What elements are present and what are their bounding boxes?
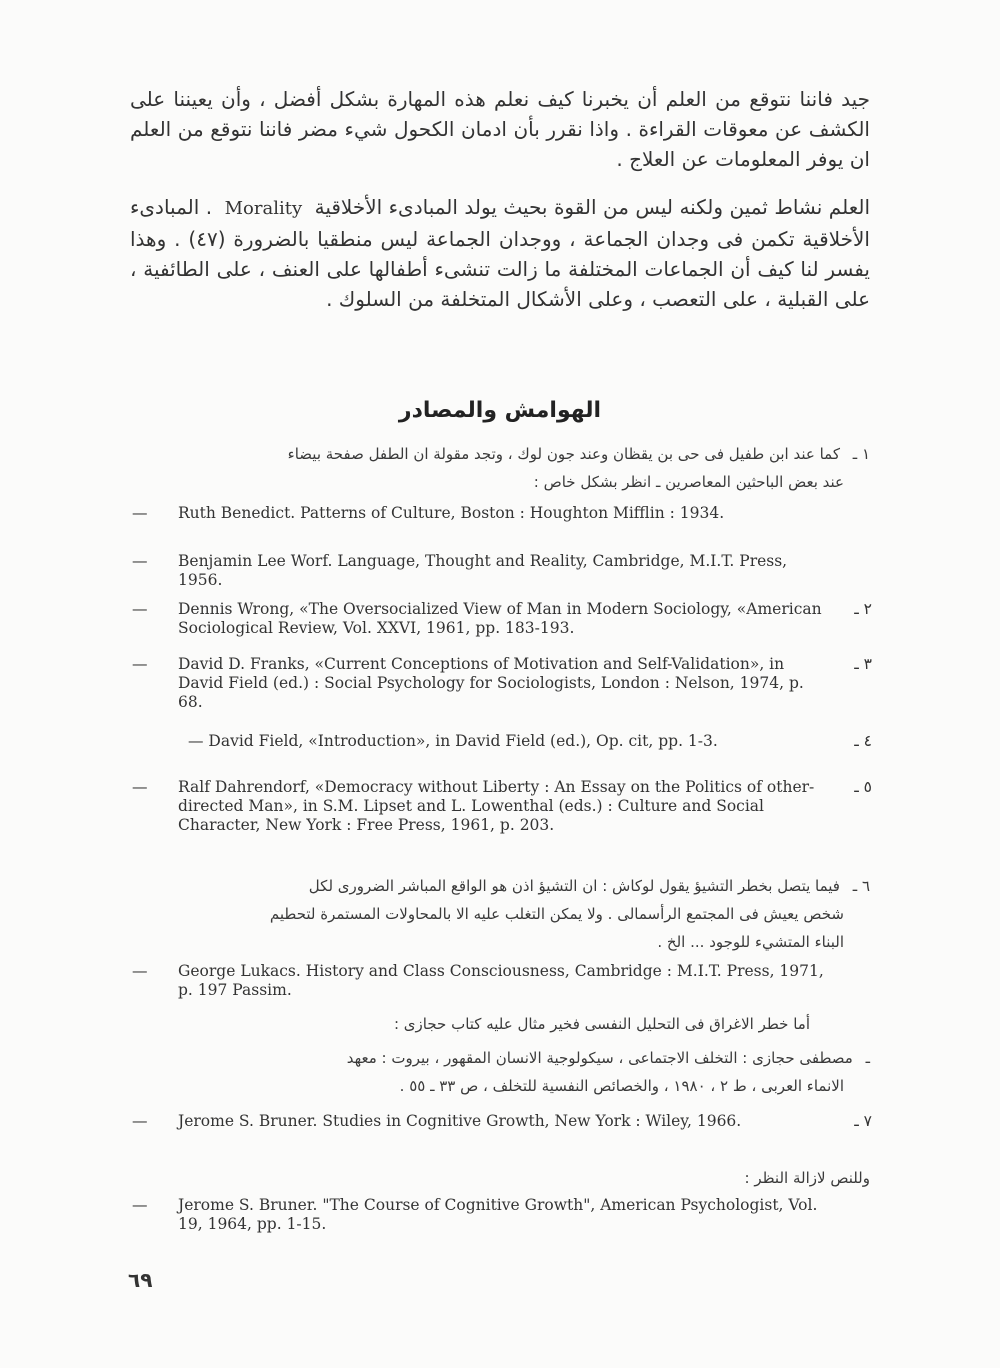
note-6c-line-1: مصطفى حجازى : التخلف الاجتماعى ، سيكولوجية الانسان المقهور ، بيروت : معهد	[346, 1049, 853, 1067]
reference-dash: —	[132, 962, 148, 980]
reference-text: Jerome S. Bruner. Studies in Cognitive Growth, New York : Wiley, 1966.	[178, 1112, 742, 1130]
reference-dash: —	[132, 504, 148, 522]
note-6	[130, 872, 870, 956]
reference-dash: —	[132, 600, 148, 618]
reference-dash: —	[132, 655, 148, 673]
note-6-line-3: البناء المتشيء للوجود ... الخ .	[657, 933, 844, 951]
note-6-reference	[130, 1044, 870, 1100]
reference-text: Ruth Benedict. Patterns of Culture, Boston : Houghton Mifflin : 1934.	[178, 504, 725, 522]
page-number: ٦٩	[128, 1268, 153, 1292]
reference-dash: —	[132, 778, 148, 796]
paragraph-2-part-2: . المبادىء الأخلاقية تكمن فى وجدان الجماعة ، ووجدان الجماعة ليس منطقيا بالضرورة (٤٧) . وهذا يفسر لنا كيف أن الجماعات المختلفة ما زالت تنشىء أطفالها على العنف ، على الطائفية ، على القبلية ، على التعصب ، وعلى الأشكال المتخلفة من السلوك .	[130, 195, 870, 311]
note-6c-dash: ـ	[865, 1049, 870, 1067]
reference-text: Dennis Wrong, «The Oversocialized View of Man in Modern Sociology, «American Sociological Review, Vol. XXVI, 1961, pp. 183-193.	[178, 600, 822, 637]
paragraph-2-part-1: العلم نشاط ثمين ولكنه ليس من القوة بحيث يولد المبادىء الأخلاقية	[314, 195, 871, 219]
reference-text: Ralf Dahrendorf, «Democracy without Liberty : An Essay on the Politics of other-directed Man», in S.M. Lipset and L. Lowenthal (eds.) : Culture and Social Character, New York : Free Press, 1961, p. 203.	[178, 778, 815, 834]
reference-text: David D. Franks, «Current Conceptions of Motivation and Self-Validation», in David Field (ed.) : Social Psychology for Sociologists, London : Nelson, 1974, p. 68.	[178, 655, 804, 711]
note-7-continuation: وللنص لازالة النظر :	[744, 1169, 870, 1187]
note-1	[130, 440, 870, 496]
reference-dash: —	[132, 1112, 148, 1130]
reference-entry	[132, 1196, 872, 1234]
note-6-line-1: فيما يتصل بخطر التشيؤ يقول لوكاش : ان التشيؤ اذن هو الواقع المباشر الضرورى لكل	[308, 877, 840, 895]
morality-term: Morality	[224, 198, 303, 219]
reference-entry	[132, 1112, 872, 1131]
reference-number: ٧ ـ	[854, 1112, 872, 1130]
body-paragraph-1: جيد فاننا نتوقع من العلم أن يخبرنا كيف نعلم هذه المهارة بشكل أفضل ، وأن يعيننا على الكشف عن معوقات القراءة . واذا نقرر بأن ادمان الكحول شيء مضر فاننا نتوقع من العلم ان يوفر المعلومات عن العلاج .	[130, 87, 870, 171]
reference-text: Jerome S. Bruner. "The Course of Cognitive Growth", American Psychologist, Vol. 19, 1964, pp. 1-15.	[178, 1196, 818, 1233]
reference-entry	[132, 600, 872, 638]
note-1-number: ١ ـ	[852, 445, 870, 463]
reference-entry	[132, 504, 872, 523]
note-1-line-1: كما عند ابن طفيل فى حى بن يقظان وعند جون لوك ، وتجد مقولة ان الطفل صفحة بيضاء	[287, 445, 840, 463]
reference-entry	[132, 778, 872, 835]
reference-entry	[132, 655, 872, 712]
reference-text: George Lukacs. History and Class Consciousness, Cambridge : M.I.T. Press, 1971, p. 197 Passim.	[178, 962, 824, 999]
note-1-line-2: عند بعض الباحثين المعاصرين ـ انظر بشكل خاص :	[533, 473, 844, 491]
note-6-line-2: شخص يعيش فى المجتمع الرأسمالى . ولا يمكن التغلب عليه الا بالمحاولات المستمرة لتحطيم	[269, 905, 844, 923]
note-6c-line-2: الانماء العربى ، ط ٢ ، ١٩٨٠ ، والخصائص النفسية للتخلف ، ص ٣٣ ـ ٥٥ .	[399, 1077, 844, 1095]
reference-dash: —	[132, 552, 148, 570]
note-6-number: ٦ ـ	[852, 877, 870, 895]
reference-number: ٥ ـ	[854, 778, 872, 796]
reference-entry	[132, 552, 872, 590]
reference-entry	[132, 962, 872, 1000]
reference-text: — David Field, «Introduction», in David Field (ed.), Op. cit, pp. 1-3.	[188, 732, 718, 750]
reference-dash: —	[132, 1196, 148, 1214]
reference-number: ٣ ـ	[854, 655, 872, 673]
reference-text: Benjamin Lee Worf. Language, Thought and Reality, Cambridge, M.I.T. Press, 1956.	[178, 552, 788, 589]
note-6-continuation: أما خطر الاغراق فى التحليل النفسى فخير مثال عليه كتاب حجازى :	[393, 1015, 810, 1033]
body-paragraph-2	[130, 192, 870, 314]
reference-number: ٢ ـ	[854, 600, 872, 618]
notes-heading: الهوامش والمصادر	[398, 398, 602, 423]
reference-number: ٤ ـ	[854, 732, 872, 750]
reference-entry	[132, 732, 872, 751]
